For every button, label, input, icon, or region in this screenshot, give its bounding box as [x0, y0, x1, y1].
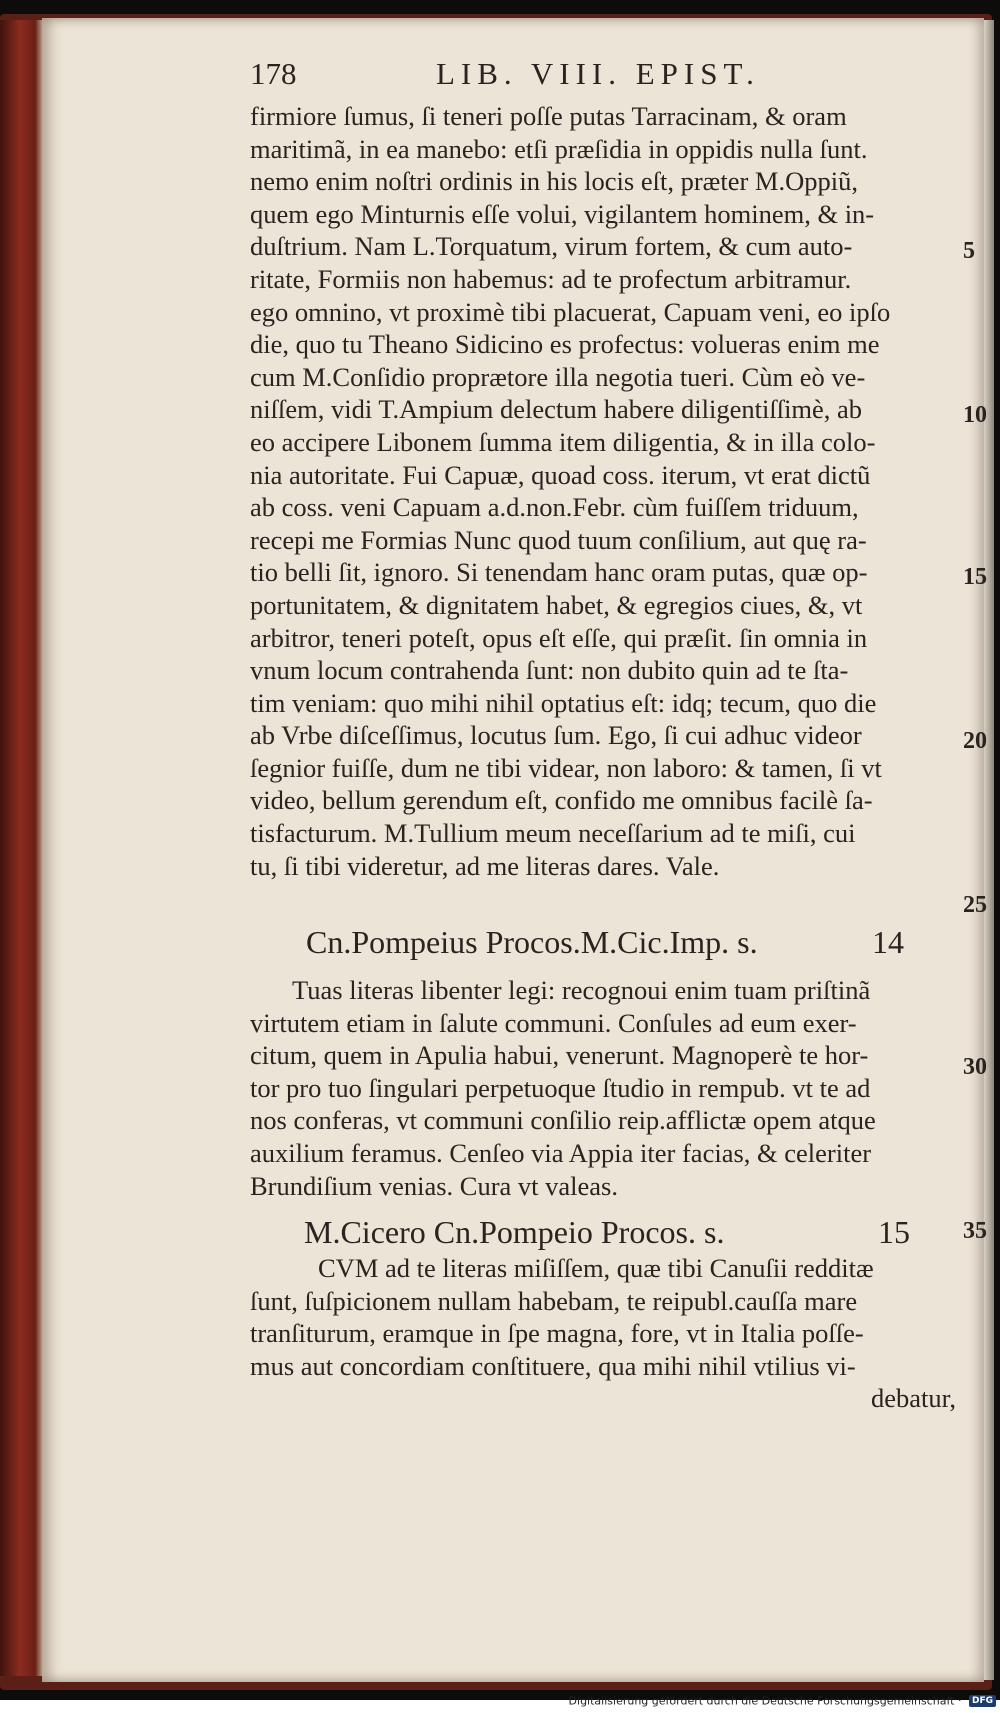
- text-line: tranſiturum, eramque in ſpe magna, fore, vt in Italia poſſe-: [250, 1318, 864, 1349]
- text-line: Tuas literas libenter legi: recognoui enim tuam priſtinã: [292, 975, 871, 1005]
- cover-edge: [0, 20, 44, 1676]
- letter-number: 15: [878, 1214, 910, 1250]
- text-line: CVM ad te literas miſiſſem, quæ tibi Canuſii redditæ: [318, 1253, 874, 1283]
- text-line: virtutem etiam in ſalute communi. Conſules ad eum exer-: [250, 1007, 857, 1038]
- text-line: nia autoritate. Fui Capuæ, quoad coss. iterum, vt erat dictũ: [250, 459, 871, 490]
- text-line: maritimã, in ea manebo: etſi præſidia in oppidis nulla ſunt.: [250, 133, 868, 164]
- footer-text: Digitalisierung gefördert durch die Deutsche Forschungsgemeinschaft: [568, 1694, 955, 1708]
- letter-15-heading: [304, 1214, 924, 1254]
- letter-14-heading: [306, 924, 926, 964]
- text-line: recepi me Formias Nunc quod tuum conſilium, aut quę ra-: [250, 524, 867, 555]
- text-line: arbitror, teneri poteſt, opus eſt eſſe, qui præſit. ſin omnia in: [250, 622, 868, 653]
- text-line: ſegnior fuiſſe, dum ne tibi videar, non laboro: & tamen, ſi vt: [250, 752, 882, 783]
- text-line: ritate, Formiis non habemus: ad te profectum arbitramur.: [250, 263, 852, 294]
- text-line: ego omnino, vt proximè tibi placuerat, Capuam veni, eo ipſo: [250, 296, 891, 327]
- letter-15-text: [250, 1252, 956, 1415]
- text-line: mus aut concordiam conſtituere, qua mihi nihil vtilius vi-: [250, 1350, 856, 1381]
- text-line: nos conferas, vt communi conſilio reip.afflictæ opem atque: [250, 1105, 876, 1136]
- margin-line-number: 25: [963, 892, 987, 918]
- text-line: tu, ſi tibi videretur, ad me literas dares. Vale.: [250, 850, 720, 881]
- text-line: video, bellum gerendum eſt, confido me omnibus facilè ſa-: [250, 785, 873, 816]
- text-line: niſſem, vidi T.Ampium delectum habere diligentiſſimè, ab: [250, 394, 863, 425]
- text-line: auxilium feramus. Cenſeo via Appia iter facias, & celeriter: [250, 1137, 872, 1168]
- letter-heading-text: Cn.Pompeius Procos.M.Cic.Imp. s.: [306, 924, 758, 960]
- text-line: ab Vrbe diſceſſimus, locutus ſum. Ego, ſi cui adhuc videor: [250, 720, 862, 751]
- dfg-logo-icon: DFG: [969, 1695, 996, 1707]
- text-line: die, quo tu Theano Sidicino es profectus: volueras enim me: [250, 329, 880, 360]
- text-line: firmiore ſumus, ſi teneri poſſe putas Tarracinam, & oram: [250, 101, 847, 131]
- margin-line-number: 35: [963, 1218, 987, 1244]
- text-line: nemo enim noſtri ordinis in his locis eſt, præter M.Oppiũ,: [250, 166, 858, 197]
- text-line: cum M.Conſidio proprætore illa negotia tueri. Cùm eò ve-: [250, 361, 866, 392]
- letter-14-text: [250, 974, 956, 1202]
- page-number: 178: [250, 56, 297, 91]
- margin-line-number: 30: [963, 1054, 987, 1080]
- text-line: Brundiſium venias. Cura vt valeas.: [250, 1170, 618, 1201]
- letter-heading-text: M.Cicero Cn.Pompeio Procos. s.: [304, 1214, 725, 1250]
- margin-line-number: 5: [963, 238, 975, 264]
- text-line: citum, quem in Apulia habui, venerunt. Magnoperè te hor-: [250, 1040, 869, 1071]
- page-edge: [984, 20, 994, 1680]
- text-line: quem ego Minturnis eſſe volui, vigilantem hominem, & in-: [250, 198, 875, 229]
- text-line: tio belli ſit, ignoro. Si tenendam hanc oram putas, quæ op-: [250, 557, 868, 588]
- text-line: ab coss. veni Capuam a.d.non.Febr. cùm fuiſſem triduum,: [250, 492, 859, 523]
- running-title: LIB. VIII. EPIST.: [436, 56, 760, 91]
- text-line: ſunt, ſuſpicionem nullam habebam, te reipubl.cauſſa mare: [250, 1285, 858, 1316]
- text-line: tor pro tuo ſingulari perpetuoque ſtudio in rempub. vt te ad: [250, 1072, 871, 1103]
- text-line: eo accipere Libonem ſumma item diligentia, & in illa colo-: [250, 426, 876, 457]
- text-line: vnum locum contrahenda ſunt: non dubito quin ad te ſta-: [250, 655, 849, 686]
- letter-number: 14: [872, 924, 904, 960]
- letter-13-text: [250, 100, 956, 882]
- running-head: [250, 56, 930, 96]
- catchword: debatur,: [870, 1383, 956, 1414]
- margin-line-number: 20: [963, 728, 987, 754]
- margin-line-number: 15: [963, 564, 987, 590]
- text-line: duſtrium. Nam L.Torquatum, virum fortem, & cum auto-: [250, 231, 853, 262]
- text-line: portunitatem, & dignitatem habet, & egregios ciues, &, vt: [250, 589, 863, 620]
- margin-line-number: 10: [963, 402, 987, 428]
- text-line: tim veniam: quo mihi nihil optatius eſt: idq; tecum, quo die: [250, 687, 877, 718]
- text-line: tisfacturum. M.Tullium meum neceſſarium ad te miſi, cui: [250, 818, 856, 849]
- digitization-footer: Digitalisierung gefördert durch die Deutsche Forschungsgemeinschaft · DFG: [0, 1694, 996, 1713]
